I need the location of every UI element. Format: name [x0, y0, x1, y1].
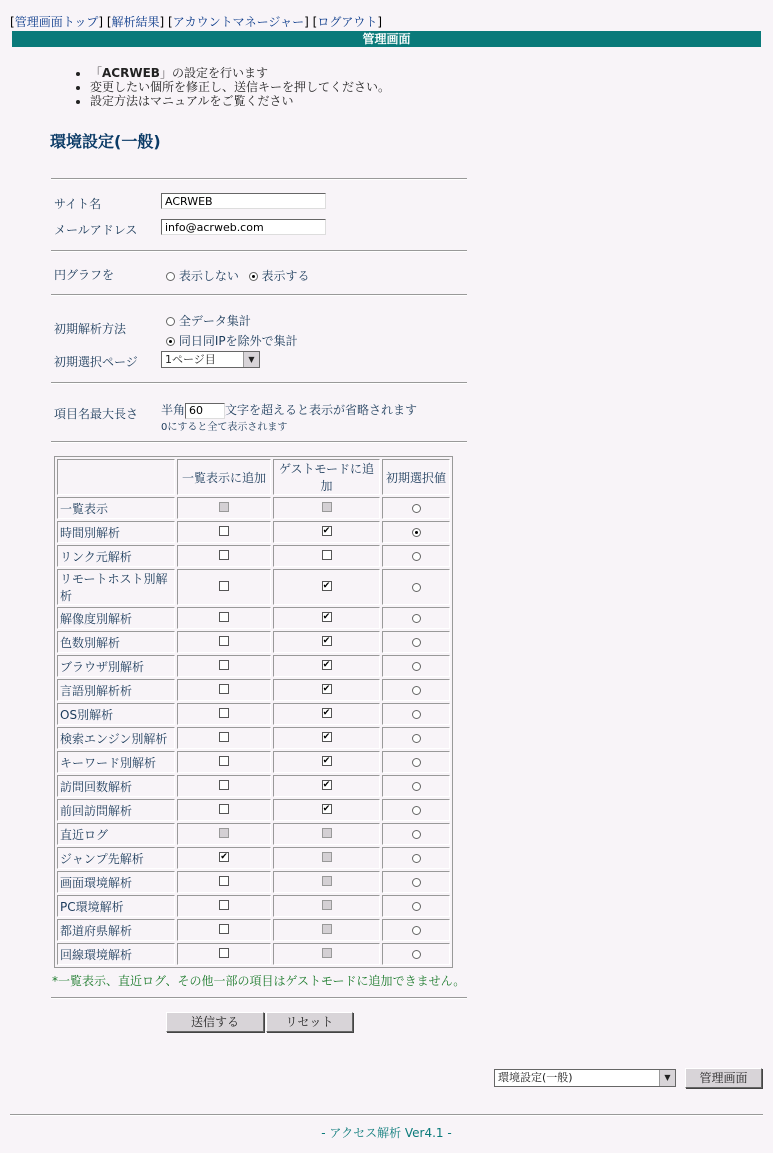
- footer-divider: [10, 1114, 763, 1116]
- analysis-item-name: 一覧表示: [57, 497, 175, 519]
- nav-account-manager-link[interactable]: アカウントマネージャー: [172, 15, 305, 29]
- list-display-cell: [177, 871, 271, 893]
- list-display-checkbox[interactable]: [219, 780, 229, 790]
- max-length-hint: 0にすると全て表示されます: [161, 422, 288, 433]
- max-length-label: 項目名最大長さ: [54, 407, 139, 421]
- guest-mode-checkbox: [322, 852, 332, 862]
- list-display-cell: [177, 703, 271, 725]
- page-title: 環境設定(一般): [50, 132, 161, 151]
- guest-mode-checkbox[interactable]: [322, 780, 332, 790]
- initial-page-value: 1ページ目: [165, 353, 216, 366]
- table-row: [57, 895, 450, 917]
- list-display-cell: [177, 823, 271, 845]
- nav-admin-top-link[interactable]: 管理画面トップ: [14, 15, 99, 29]
- guest-mode-checkbox: [322, 876, 332, 886]
- list-display-checkbox: [219, 502, 229, 512]
- list-display-cell: [177, 895, 271, 917]
- top-navigation: [管理画面トップ] [解析結果] [アカウントマネージャー] [ログアウト]: [10, 15, 383, 29]
- analysis-item-name: ブラウザ別解析: [57, 655, 175, 677]
- guest-mode-checkbox: [322, 924, 332, 934]
- list-display-cell: [177, 631, 271, 653]
- default-selection-cell: [382, 703, 450, 725]
- table-row: [57, 521, 450, 543]
- chevron-down-icon[interactable]: ▼: [243, 352, 259, 367]
- guest-mode-checkbox[interactable]: [322, 636, 332, 646]
- site-name-input[interactable]: [161, 193, 326, 209]
- default-selection-radio[interactable]: [412, 710, 421, 719]
- guest-mode-checkbox[interactable]: [322, 732, 332, 742]
- pie-chart-options: [166, 267, 310, 284]
- guest-mode-cell: [273, 871, 380, 893]
- table-row: [57, 871, 450, 893]
- list-display-cell: [177, 799, 271, 821]
- table-row: [57, 847, 450, 869]
- guest-mode-checkbox[interactable]: [322, 708, 332, 718]
- analysis-options-table: [54, 456, 453, 968]
- guest-mode-note: *一覧表示、直近ログ、その他一部の項目はゲストモードに追加できません。: [52, 974, 466, 988]
- table-header-row: [57, 459, 450, 495]
- default-selection-cell: [382, 521, 450, 543]
- guest-mode-cell: [273, 775, 380, 797]
- default-selection-radio[interactable]: [412, 854, 421, 863]
- chevron-down-icon[interactable]: ▼: [659, 1070, 675, 1086]
- list-display-cell: [177, 545, 271, 567]
- default-selection-radio[interactable]: [412, 662, 421, 671]
- analysis-item-name: 画面環境解析: [57, 871, 175, 893]
- footer-version: - アクセス解析 Ver4.1 -: [321, 1126, 452, 1140]
- table-row: [57, 919, 450, 941]
- pie-show-label: 表示する: [261, 269, 310, 283]
- intro-item: • 「ACRWEB」の設定を行います: [90, 66, 390, 80]
- max-length-suffix: 文字を超えると表示が省略されます: [225, 403, 418, 417]
- divider: [51, 294, 467, 296]
- max-length-input[interactable]: [185, 403, 225, 419]
- default-selection-cell: [382, 895, 450, 917]
- guest-mode-checkbox[interactable]: [322, 526, 332, 536]
- title-bar: 管理画面: [12, 31, 761, 47]
- default-selection-radio[interactable]: [412, 504, 421, 513]
- default-selection-radio[interactable]: [412, 806, 421, 815]
- default-selection-cell: [382, 751, 450, 773]
- analysis-item-name: 都道府県解析: [57, 919, 175, 941]
- table-row: [57, 943, 450, 965]
- guest-mode-cell: [273, 799, 380, 821]
- table-row: [57, 703, 450, 725]
- guest-mode-checkbox[interactable]: [322, 612, 332, 622]
- admin-jump-button[interactable]: 管理画面: [685, 1068, 762, 1088]
- list-display-cell: [177, 727, 271, 749]
- guest-mode-cell: [273, 655, 380, 677]
- default-selection-radio[interactable]: [412, 926, 421, 935]
- divider: [51, 997, 467, 999]
- analysis-item-name: 直近ログ: [57, 823, 175, 845]
- list-display-checkbox[interactable]: [219, 684, 229, 694]
- list-display-checkbox[interactable]: [219, 581, 229, 591]
- default-selection-cell: [382, 607, 450, 629]
- guest-mode-cell: [273, 751, 380, 773]
- pie-show-radio[interactable]: [249, 272, 258, 281]
- analysis-item-name: ジャンプ先解析: [57, 847, 175, 869]
- table-header-cell: 初期選択値: [382, 459, 450, 495]
- list-display-checkbox[interactable]: [219, 876, 229, 886]
- analysis-method-label: 初期解析方法: [54, 322, 127, 336]
- list-display-checkbox[interactable]: [219, 660, 229, 670]
- table-header-cell: [57, 459, 175, 495]
- list-display-checkbox[interactable]: [219, 900, 229, 910]
- guest-mode-checkbox[interactable]: [322, 684, 332, 694]
- table-row: [57, 631, 450, 653]
- guest-mode-checkbox[interactable]: [322, 581, 332, 591]
- intro-list: [72, 66, 390, 108]
- list-display-checkbox[interactable]: [219, 924, 229, 934]
- default-selection-cell: [382, 545, 450, 567]
- email-input[interactable]: [161, 219, 326, 235]
- analysis-exclude-label: 同日同IPを除外で集計: [178, 334, 298, 348]
- analysis-item-name: 前回訪問解析: [57, 799, 175, 821]
- guest-mode-cell: [273, 703, 380, 725]
- default-selection-radio[interactable]: [412, 638, 421, 647]
- analysis-item-name: PC環境解析: [57, 895, 175, 917]
- guest-mode-cell: [273, 847, 380, 869]
- guest-mode-cell: [273, 569, 380, 605]
- guest-mode-checkbox[interactable]: [322, 660, 332, 670]
- guest-mode-cell: [273, 497, 380, 519]
- pie-hide-label: 表示しない: [178, 269, 239, 283]
- analysis-exclude-option: [166, 332, 298, 349]
- initial-page-label: 初期選択ページ: [54, 355, 138, 369]
- default-selection-cell: [382, 497, 450, 519]
- table-row: [57, 569, 450, 605]
- default-selection-radio[interactable]: [412, 878, 421, 887]
- table-row: [57, 799, 450, 821]
- analysis-item-name: 訪問回数解析: [57, 775, 175, 797]
- list-display-checkbox[interactable]: [219, 526, 229, 536]
- table-row: [57, 823, 450, 845]
- guest-mode-checkbox[interactable]: [322, 804, 332, 814]
- list-display-checkbox: [219, 828, 229, 838]
- guest-mode-cell: [273, 823, 380, 845]
- guest-mode-cell: [273, 607, 380, 629]
- reset-button[interactable]: リセット: [266, 1012, 353, 1032]
- default-selection-cell: [382, 655, 450, 677]
- analysis-all-option: [166, 312, 251, 329]
- list-display-cell: [177, 569, 271, 605]
- guest-mode-checkbox: [322, 502, 332, 512]
- guest-mode-checkbox[interactable]: [322, 550, 332, 560]
- table-row: [57, 655, 450, 677]
- list-display-cell: [177, 847, 271, 869]
- list-display-checkbox[interactable]: [219, 852, 229, 862]
- table-row: [57, 679, 450, 701]
- list-display-cell: [177, 679, 271, 701]
- guest-mode-cell: [273, 545, 380, 567]
- default-selection-radio[interactable]: [412, 552, 421, 561]
- analysis-item-name: OS別解析: [57, 703, 175, 725]
- site-name-label: サイト名: [54, 197, 102, 211]
- analysis-item-name: リンク元解析: [57, 545, 175, 567]
- nav-logout-link[interactable]: ログアウト: [317, 15, 378, 29]
- table-row: [57, 751, 450, 773]
- list-display-checkbox[interactable]: [219, 804, 229, 814]
- default-selection-cell: [382, 727, 450, 749]
- default-selection-cell: [382, 823, 450, 845]
- guest-mode-checkbox[interactable]: [322, 756, 332, 766]
- guest-mode-checkbox: [322, 828, 332, 838]
- pie-hide-radio[interactable]: [166, 272, 175, 281]
- divider: [51, 441, 467, 443]
- analysis-item-name: 回線環境解析: [57, 943, 175, 965]
- list-display-checkbox[interactable]: [219, 756, 229, 766]
- table-header-cell: ゲストモードに追加: [273, 459, 380, 495]
- analysis-item-name: キーワード別解析: [57, 751, 175, 773]
- analysis-item-name: 時間別解析: [57, 521, 175, 543]
- guest-mode-cell: [273, 943, 380, 965]
- default-selection-cell: [382, 631, 450, 653]
- intro-item: • 変更したい個所を修正し、送信キーを押してください。: [90, 80, 390, 94]
- default-selection-radio[interactable]: [412, 528, 421, 537]
- default-selection-cell: [382, 871, 450, 893]
- default-selection-cell: [382, 919, 450, 941]
- analysis-exclude-radio[interactable]: [166, 337, 175, 346]
- guest-mode-cell: [273, 919, 380, 941]
- default-selection-cell: [382, 799, 450, 821]
- guest-mode-checkbox: [322, 900, 332, 910]
- divider: [51, 382, 467, 384]
- max-length-prefix: 半角: [161, 403, 186, 417]
- analysis-item-name: 色数別解析: [57, 631, 175, 653]
- list-display-checkbox[interactable]: [219, 948, 229, 958]
- intro-item: • 設定方法はマニュアルをご覧ください: [90, 94, 390, 108]
- default-selection-radio[interactable]: [412, 782, 421, 791]
- guest-mode-checkbox: [322, 948, 332, 958]
- default-selection-radio[interactable]: [412, 734, 421, 743]
- analysis-item-name: 解像度別解析: [57, 607, 175, 629]
- list-display-cell: [177, 919, 271, 941]
- list-display-cell: [177, 655, 271, 677]
- default-selection-cell: [382, 775, 450, 797]
- default-selection-radio[interactable]: [412, 583, 421, 592]
- list-display-checkbox[interactable]: [219, 636, 229, 646]
- guest-mode-cell: [273, 521, 380, 543]
- list-display-cell: [177, 751, 271, 773]
- list-display-cell: [177, 521, 271, 543]
- email-label: メールアドレス: [54, 223, 138, 237]
- default-selection-cell: [382, 847, 450, 869]
- default-selection-cell: [382, 943, 450, 965]
- analysis-item-name: 検索エンジン別解析: [57, 727, 175, 749]
- default-selection-radio[interactable]: [412, 830, 421, 839]
- analysis-all-label: 全データ集計: [178, 314, 251, 328]
- list-display-cell: [177, 775, 271, 797]
- list-display-checkbox[interactable]: [219, 708, 229, 718]
- site-name-emphasis: ACRWEB: [102, 66, 160, 80]
- guest-mode-cell: [273, 679, 380, 701]
- analysis-item-name: リモートホスト別解析: [57, 569, 175, 605]
- initial-page-select[interactable]: [161, 351, 260, 368]
- table-row: [57, 497, 450, 519]
- default-selection-radio[interactable]: [412, 902, 421, 911]
- divider: [51, 250, 467, 252]
- nav-analysis-results-link[interactable]: 解析結果: [111, 15, 160, 29]
- table-row: [57, 775, 450, 797]
- list-display-checkbox[interactable]: [219, 732, 229, 742]
- list-display-checkbox[interactable]: [219, 612, 229, 622]
- default-selection-cell: [382, 679, 450, 701]
- default-selection-radio[interactable]: [412, 686, 421, 695]
- default-selection-radio[interactable]: [412, 614, 421, 623]
- table-row: [57, 727, 450, 749]
- default-selection-radio[interactable]: [412, 758, 421, 767]
- pie-chart-label: 円グラフを: [54, 268, 115, 282]
- table-row: [57, 607, 450, 629]
- guest-mode-cell: [273, 895, 380, 917]
- guest-mode-cell: [273, 727, 380, 749]
- max-length-row: [161, 401, 417, 419]
- list-display-cell: [177, 497, 271, 519]
- table-header-cell: 一覧表示に追加: [177, 459, 271, 495]
- analysis-item-name: 言語別解析析: [57, 679, 175, 701]
- analysis-all-radio[interactable]: [166, 317, 175, 326]
- list-display-cell: [177, 607, 271, 629]
- divider: [51, 178, 467, 180]
- submit-button[interactable]: 送信する: [166, 1012, 264, 1032]
- table-row: [57, 545, 450, 567]
- page-jump-value: 環境設定(一般): [498, 1071, 573, 1084]
- guest-mode-cell: [273, 631, 380, 653]
- default-selection-radio[interactable]: [412, 950, 421, 959]
- default-selection-cell: [382, 569, 450, 605]
- list-display-checkbox[interactable]: [219, 550, 229, 560]
- page-jump-select[interactable]: [494, 1069, 676, 1087]
- list-display-cell: [177, 943, 271, 965]
